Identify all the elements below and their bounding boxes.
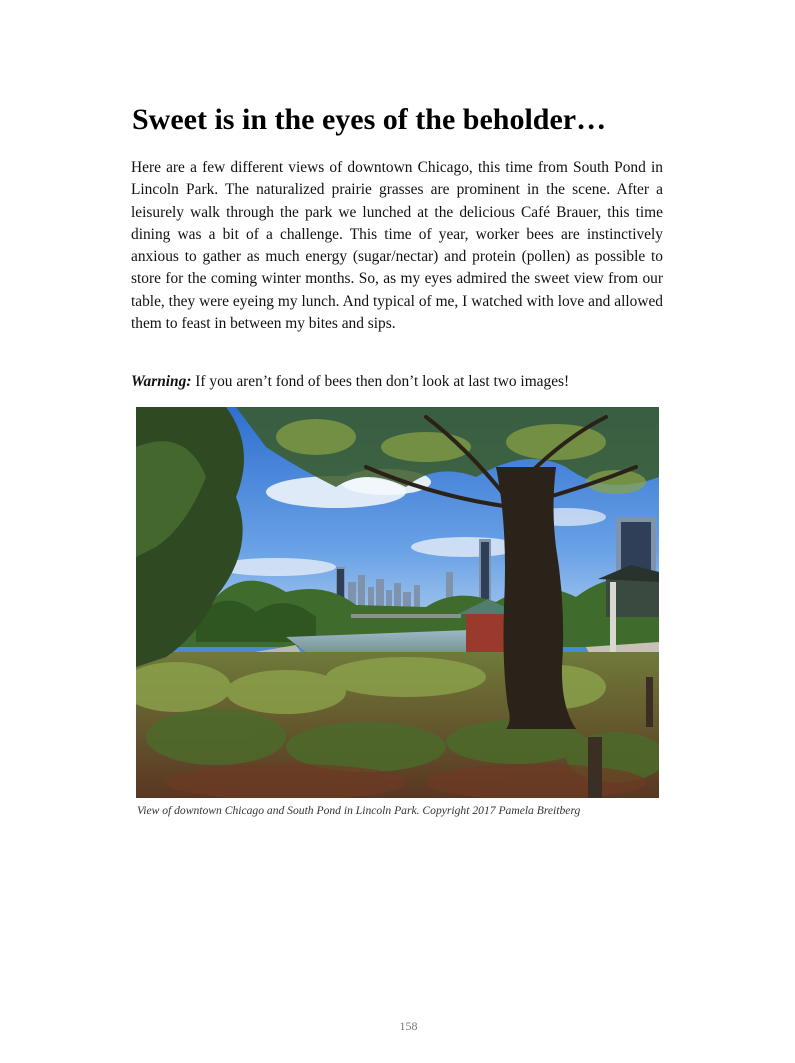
page-title: Sweet is in the eyes of the beholder… bbox=[132, 103, 607, 136]
warning-label: Warning: bbox=[131, 373, 192, 390]
page-number: 158 bbox=[399, 1019, 418, 1033]
photo-caption: View of downtown Chicago and South Pond in Lincoln Park. Copyright 2017 Pamela Breitberg bbox=[137, 804, 581, 817]
park-photo bbox=[136, 407, 659, 798]
warning-text: If you aren’t fond of bees then don’t look at last two images! bbox=[191, 373, 570, 390]
warning-note bbox=[131, 371, 663, 393]
body-paragraph: Here are a few different views of downtown Chicago, this time from South Pond in Lincoln Park. The naturalized prairie grasses are prominent in the scene. After a leisurely walk through the park we lunched at the delicious Café Brauer, this time dining was a bit of a challenge. This time of year, worker bees are instinctively anxious to gather as much energy (sugar/nectar) and protein (pollen) as possible to store for the coming winter months. So, as my eyes admired the sweet view from our table, they were eyeing my lunch. And typical of me, I watched with love and allowed them to feast in between my bites and sips. bbox=[131, 159, 663, 333]
